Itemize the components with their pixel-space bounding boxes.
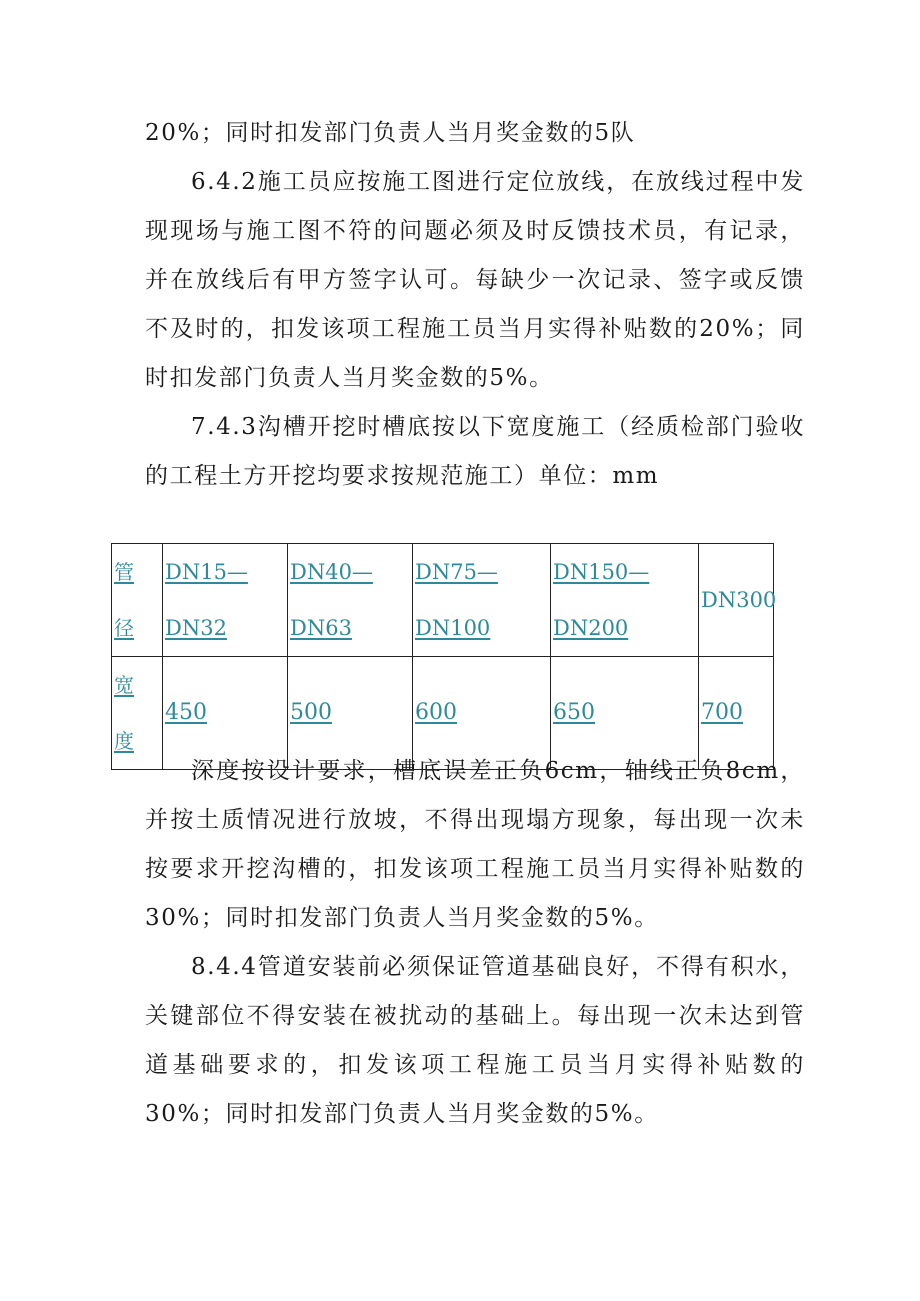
- table-row-diameter: [112, 544, 774, 657]
- diameter-range-start: DN150—: [553, 560, 650, 584]
- diameter-range-end: DN100: [415, 616, 491, 640]
- paragraph-depth-requirement: 深度按设计要求，槽底误差正负6cm，轴线正负8cm，并按土质情况进行放坡，不得出现塌方现象，每出现一次未按要求开挖沟槽的，扣发该项工程施工员当月实得补贴数的30%；同时扣发部门负责人当月奖金数的5%。: [145, 758, 805, 931]
- width-cell: 650: [551, 657, 699, 770]
- width-cell: 500: [288, 657, 413, 770]
- diameter-cell: [551, 544, 699, 657]
- width-cell: 700: [699, 657, 774, 770]
- diameter-cell: [288, 544, 413, 657]
- row-label-diameter-line2: 径: [114, 616, 134, 640]
- diameter-cell: [699, 544, 777, 657]
- diameter-cell: [163, 544, 288, 657]
- row-label-diameter-line1: 管: [114, 560, 134, 584]
- diameter-range-end: DN32: [165, 616, 227, 640]
- diameter-range-start: DN40—: [290, 560, 373, 584]
- row-label-diameter: [112, 544, 163, 657]
- diameter-value: DN300: [701, 588, 777, 612]
- paragraph-8-4-4: 8.4.4管道安装前必须保证管道基础良好，不得有积水，关键部位不得安装在被扰动的基础上。每出现一次未达到管道基础要求的，扣发该项工程施工员当月实得补贴数的30%；同时扣发部门负责人当月奖金数的5%。: [145, 954, 805, 1127]
- diameter-range-start: DN15—: [165, 560, 248, 584]
- diameter-range-end: DN200: [553, 616, 629, 640]
- width-cell: 600: [413, 657, 551, 770]
- row-label-width-line2: 度: [114, 729, 134, 753]
- diameter-range-end: DN63: [290, 616, 352, 640]
- diameter-cell: [413, 544, 551, 657]
- diameter-range-start: DN75—: [415, 560, 498, 584]
- paragraph-7-4-3: 7.4.3沟槽开挖时槽底按以下宽度施工（经质检部门验收的工程土方开挖均要求按规范施工）单位：mm: [145, 414, 805, 489]
- paragraph-continuation: 20%；同时扣发部门负责人当月奖金数的5队: [145, 120, 636, 146]
- trench-width-table: [111, 543, 777, 770]
- row-label-width-line1: 宽: [114, 673, 134, 697]
- paragraph-6-4-2: 6.4.2施工员应按施工图进行定位放线，在放线过程中发现现场与施工图不符的问题必须及时反馈技术员，有记录，并在放线后有甲方签字认可。每缺少一次记录、签字或反馈不及时的，扣发该项工程施工员当月实得补贴数的20%；同时扣发部门负责人当月奖金数的5%。: [145, 169, 805, 391]
- width-cell: 450: [163, 657, 288, 770]
